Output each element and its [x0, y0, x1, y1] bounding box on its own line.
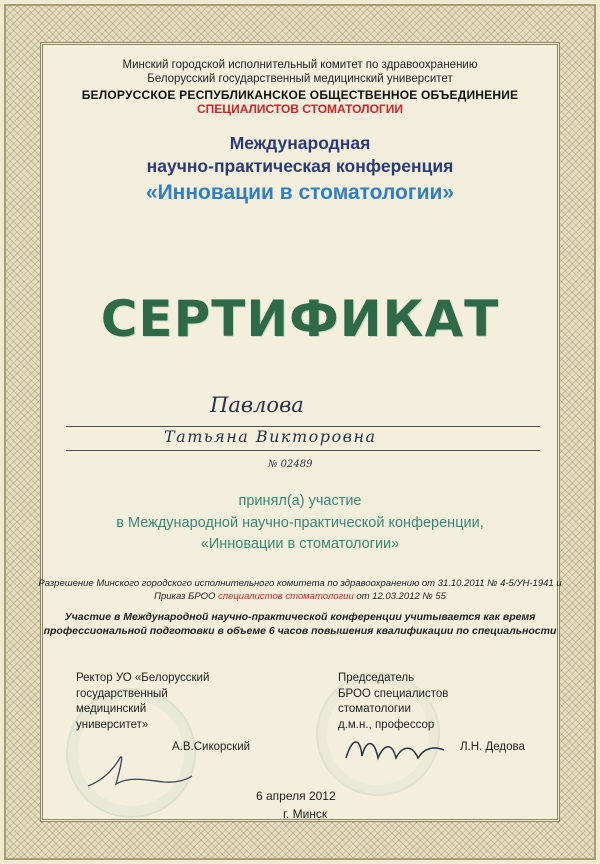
rector-title-line-2: государственный — [76, 687, 168, 700]
issue-city: г. Минск — [283, 807, 328, 821]
chair-title-line-2: БРОО специалистов — [338, 687, 449, 700]
certificate-number: № 02489 — [268, 459, 313, 470]
rector-signature — [80, 740, 200, 800]
certificate-title: СЕРТИФИКАТ — [100, 290, 500, 348]
credit-note-line-2: профессиональной подготовки в объеме 6 часов повышения квалификации по специальности — [43, 625, 557, 637]
rector-title-line-3: медицинский — [76, 703, 147, 715]
permit-line-2-org: специалистов стоматологии — [218, 591, 354, 602]
permit-line-1: Разрешение Минского городского исполнительного комитета по здравоохранению от 31.10.2011 № 4-5/УН-1941 и — [38, 578, 562, 589]
issue-date: 6 апреля 2012 — [256, 789, 336, 803]
chair-title-block — [338, 671, 448, 733]
given-names-underline — [66, 450, 540, 451]
chair-title-line-4: д.м.н., профессор — [338, 718, 435, 731]
issuer-line-1: Минский городской исполнительный комитет по здравоохранению — [122, 59, 478, 71]
rector-name: А.В.Сикорский — [172, 741, 251, 753]
issuer-line-3: БЕЛОРУССКОЕ РЕСПУБЛИКАНСКОЕ ОБЩЕСТВЕННОЕ ОБЪЕДИНЕНИЕ — [81, 88, 519, 102]
permit-line-2 — [0, 591, 600, 602]
recipient-surname: Павлова — [210, 393, 304, 417]
credit-note-line-1: Участие в Международной научно-практической конференции учитывается как время — [64, 611, 536, 623]
permit-line-2-prefix: Приказ БРОО — [154, 591, 219, 602]
participation-line-2: в Международной научно-практической конференции, — [116, 515, 484, 531]
conference-title-line-1: Международная — [229, 133, 371, 153]
chair-title-line-3: стоматологии — [338, 703, 411, 715]
issuer-line-2: Белорусский государственный медицинский университет — [147, 73, 453, 85]
recipient-given-names: Татьяна Викторовна — [164, 427, 377, 446]
chair-name: Л.Н. Дедова — [460, 741, 525, 753]
chair-title-line-1: Председатель — [338, 672, 415, 684]
issuer-line-4: СПЕЦИАЛИСТОВ СТОМАТОЛОГИИ — [197, 102, 403, 116]
rector-title-line-1: Ректор УО «Белорусский — [76, 672, 210, 684]
participation-line-3: «Инновации в стоматологии» — [200, 536, 400, 552]
rector-title-block — [76, 671, 209, 733]
participation-line-1: принял(а) участие — [238, 493, 362, 509]
permit-line-2-suffix: от 12.03.2012 № 55 — [353, 591, 446, 602]
conference-name: «Инновации в стоматологии» — [145, 181, 455, 204]
rector-title-line-4: университет» — [76, 718, 149, 731]
conference-title-line-2: научно-практическая конференция — [146, 156, 454, 176]
chair-signature — [342, 728, 448, 772]
